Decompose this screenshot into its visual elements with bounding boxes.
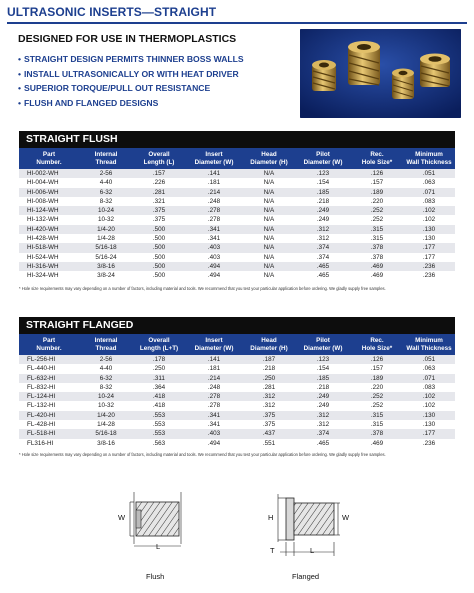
table-cell: 2-56 bbox=[79, 355, 133, 364]
table-row bbox=[19, 206, 455, 215]
table-row bbox=[19, 364, 455, 373]
table-cell: HI-518-WH bbox=[19, 243, 79, 252]
table-cell: .154 bbox=[295, 178, 351, 187]
table-cell: .252 bbox=[351, 215, 403, 224]
brass-inserts-image bbox=[300, 29, 461, 118]
column-header: Pilot Diameter (W) bbox=[295, 148, 351, 169]
column-header: Internal Thread bbox=[79, 334, 133, 355]
column-header: Minimum Wall Thickness bbox=[403, 334, 455, 355]
flanged-caption: Flanged bbox=[292, 572, 320, 581]
table-row bbox=[19, 411, 455, 420]
table-cell: .218 bbox=[295, 197, 351, 206]
flush-spec-table bbox=[19, 148, 455, 281]
table-cell: .154 bbox=[295, 364, 351, 373]
table-cell: 5/16-24 bbox=[79, 253, 133, 262]
table-cell: .374 bbox=[295, 253, 351, 262]
table-row bbox=[19, 383, 455, 392]
table-cell: .177 bbox=[403, 429, 455, 438]
table-cell: .418 bbox=[133, 401, 185, 410]
feature-item: • STRAIGHT DESIGN PERMITS THINNER BOSS WALLS bbox=[18, 54, 244, 64]
flush-footnote: * Hole size requirements may vary depending on a number of factors, including material and tools. We recommend that you test your particular application before ordering. We gladly supply free samples. bbox=[19, 286, 386, 291]
table-cell: .312 bbox=[243, 401, 295, 410]
table-cell: 8-32 bbox=[79, 383, 133, 392]
table-cell: .063 bbox=[403, 364, 455, 373]
table-cell: .102 bbox=[403, 206, 455, 215]
table-cell: HI-006-WH bbox=[19, 188, 79, 197]
table-row bbox=[19, 401, 455, 410]
table-cell: N/A bbox=[243, 197, 295, 206]
table-cell: .500 bbox=[133, 243, 185, 252]
table-cell: .278 bbox=[185, 392, 243, 401]
table-cell: .500 bbox=[133, 253, 185, 262]
table-cell: .181 bbox=[185, 364, 243, 373]
table-cell: .218 bbox=[243, 364, 295, 373]
table-cell: 6-32 bbox=[79, 374, 133, 383]
bullet-icon: • bbox=[18, 83, 22, 94]
column-header: Internal Thread bbox=[79, 148, 133, 169]
table-header-row bbox=[19, 148, 455, 169]
flanged-dim-h: H bbox=[268, 513, 274, 522]
column-header: Part Number. bbox=[19, 148, 79, 169]
table-cell: .553 bbox=[133, 420, 185, 429]
column-header: Part Number. bbox=[19, 334, 79, 355]
table-cell: FL-124-HI bbox=[19, 392, 79, 401]
table-cell: .494 bbox=[185, 439, 243, 448]
table-cell: .418 bbox=[133, 392, 185, 401]
table-cell: .157 bbox=[133, 169, 185, 178]
column-header: Rec. Hole Size* bbox=[351, 148, 403, 169]
table-cell: .465 bbox=[295, 271, 351, 280]
table-cell: N/A bbox=[243, 206, 295, 215]
table-cell: FL-256-HI bbox=[19, 355, 79, 364]
table-cell: 5/16-18 bbox=[79, 429, 133, 438]
table-cell: .189 bbox=[351, 374, 403, 383]
table-cell: .403 bbox=[185, 253, 243, 262]
table-cell: 10-32 bbox=[79, 401, 133, 410]
table-cell: .312 bbox=[295, 225, 351, 234]
table-row bbox=[19, 234, 455, 243]
table-row bbox=[19, 420, 455, 429]
bullet-icon: • bbox=[18, 68, 22, 79]
table-header-row bbox=[19, 334, 455, 355]
table-cell: .312 bbox=[295, 420, 351, 429]
table-cell: N/A bbox=[243, 225, 295, 234]
table-row bbox=[19, 243, 455, 252]
table-cell: 5/16-18 bbox=[79, 243, 133, 252]
table-cell: FL-420-HI bbox=[19, 411, 79, 420]
table-cell: 3/8-24 bbox=[79, 271, 133, 280]
table-cell: FL-440-HI bbox=[19, 364, 79, 373]
table-cell: .123 bbox=[295, 169, 351, 178]
table-cell: .469 bbox=[351, 262, 403, 271]
table-cell: .102 bbox=[403, 392, 455, 401]
table-cell: .278 bbox=[185, 401, 243, 410]
table-cell: .500 bbox=[133, 234, 185, 243]
table-cell: .249 bbox=[295, 401, 351, 410]
table-cell: .341 bbox=[185, 411, 243, 420]
table-cell: .341 bbox=[185, 420, 243, 429]
column-header: Head Diameter (H) bbox=[243, 148, 295, 169]
table-cell: FL-428-HI bbox=[19, 420, 79, 429]
table-cell: .130 bbox=[403, 411, 455, 420]
feature-item: • FLUSH AND FLANGED DESIGNS bbox=[18, 97, 159, 108]
column-header: Minimum Wall Thickness bbox=[403, 148, 455, 169]
table-cell: HI-524-WH bbox=[19, 253, 79, 262]
table-cell: N/A bbox=[243, 215, 295, 224]
flanged-insert-diagram bbox=[262, 490, 352, 564]
table-cell: .469 bbox=[351, 271, 403, 280]
table-cell: HI-324-WH bbox=[19, 271, 79, 280]
table-cell: .102 bbox=[403, 401, 455, 410]
table-cell: .071 bbox=[403, 374, 455, 383]
table-cell: .364 bbox=[133, 383, 185, 392]
table-cell: N/A bbox=[243, 169, 295, 178]
column-header: Insert Diameter (W) bbox=[185, 334, 243, 355]
table-cell: .250 bbox=[243, 374, 295, 383]
flush-dim-w: W bbox=[118, 513, 126, 522]
table-cell: 6-32 bbox=[79, 188, 133, 197]
page-title: ULTRASONIC INSERTS—STRAIGHT bbox=[7, 5, 217, 19]
flush-dim-l: L bbox=[156, 542, 161, 551]
table-cell: 1/4-20 bbox=[79, 411, 133, 420]
table-cell: .220 bbox=[351, 383, 403, 392]
table-cell: .553 bbox=[133, 429, 185, 438]
table-cell: .130 bbox=[403, 234, 455, 243]
table-cell: .378 bbox=[351, 243, 403, 252]
table-cell: N/A bbox=[243, 178, 295, 187]
table-cell: .130 bbox=[403, 420, 455, 429]
table-row bbox=[19, 188, 455, 197]
table-cell: .177 bbox=[403, 243, 455, 252]
table-cell: .063 bbox=[403, 178, 455, 187]
table-cell: 3/8-16 bbox=[79, 439, 133, 448]
table-cell: .187 bbox=[243, 355, 295, 364]
table-cell: .130 bbox=[403, 225, 455, 234]
table-cell: .494 bbox=[185, 271, 243, 280]
table-cell: .083 bbox=[403, 197, 455, 206]
table-row bbox=[19, 355, 455, 364]
table-cell: .252 bbox=[351, 392, 403, 401]
table-cell: FL-518-HI bbox=[19, 429, 79, 438]
table-cell: HI-316-WH bbox=[19, 262, 79, 271]
table-cell: .465 bbox=[295, 439, 351, 448]
table-cell: .278 bbox=[185, 206, 243, 215]
table-cell: 1/4-20 bbox=[79, 225, 133, 234]
flush-caption: Flush bbox=[146, 572, 165, 581]
table-cell: .281 bbox=[243, 383, 295, 392]
table-cell: .315 bbox=[351, 420, 403, 429]
table-cell: .321 bbox=[133, 197, 185, 206]
table-cell: .553 bbox=[133, 411, 185, 420]
table-cell: .252 bbox=[351, 206, 403, 215]
table-cell: .315 bbox=[351, 411, 403, 420]
table-cell: .278 bbox=[185, 215, 243, 224]
table-cell: FL-632-HI bbox=[19, 374, 79, 383]
table-cell: .403 bbox=[185, 243, 243, 252]
table-row bbox=[19, 374, 455, 383]
table-cell: HI-004-WH bbox=[19, 178, 79, 187]
bullet-icon: • bbox=[18, 97, 22, 108]
table-row bbox=[19, 253, 455, 262]
table-cell: .181 bbox=[185, 178, 243, 187]
table-cell: .378 bbox=[351, 429, 403, 438]
column-header: Overall Length (L) bbox=[133, 148, 185, 169]
table-cell: .469 bbox=[351, 439, 403, 448]
bullet-icon: • bbox=[18, 54, 22, 64]
table-cell: .051 bbox=[403, 355, 455, 364]
table-cell: .252 bbox=[351, 401, 403, 410]
table-cell: 10-24 bbox=[79, 206, 133, 215]
table-cell: .189 bbox=[351, 188, 403, 197]
table-cell: .214 bbox=[185, 374, 243, 383]
table-cell: .220 bbox=[351, 197, 403, 206]
table-cell: .500 bbox=[133, 271, 185, 280]
table-cell: N/A bbox=[243, 262, 295, 271]
table-cell: .315 bbox=[351, 234, 403, 243]
table-cell: .249 bbox=[295, 392, 351, 401]
table-row bbox=[19, 197, 455, 206]
table-cell: 1/4-28 bbox=[79, 420, 133, 429]
column-header: Rec. Hole Size* bbox=[351, 334, 403, 355]
flanged-spec-table bbox=[19, 334, 455, 448]
table-cell: HI-132-WH bbox=[19, 215, 79, 224]
table-row bbox=[19, 262, 455, 271]
table-cell: 2-56 bbox=[79, 169, 133, 178]
table-cell: N/A bbox=[243, 188, 295, 197]
table-cell: .236 bbox=[403, 262, 455, 271]
table-cell: HI-428-WH bbox=[19, 234, 79, 243]
table-cell: .214 bbox=[185, 188, 243, 197]
table-cell: FL316-HI bbox=[19, 439, 79, 448]
table-cell: 4-40 bbox=[79, 364, 133, 373]
table-cell: .374 bbox=[295, 243, 351, 252]
table-row bbox=[19, 215, 455, 224]
table-cell: 3/8-16 bbox=[79, 262, 133, 271]
table-row bbox=[19, 271, 455, 280]
product-photo bbox=[300, 29, 461, 118]
table-cell: .312 bbox=[295, 411, 351, 420]
table-cell: 10-24 bbox=[79, 392, 133, 401]
table-cell: .341 bbox=[185, 234, 243, 243]
table-cell: .500 bbox=[133, 225, 185, 234]
table-cell: .375 bbox=[133, 215, 185, 224]
table-cell: N/A bbox=[243, 271, 295, 280]
table-cell: FL-132-HI bbox=[19, 401, 79, 410]
table-row bbox=[19, 392, 455, 401]
column-header: Overall Length (L+T) bbox=[133, 334, 185, 355]
table-cell: .312 bbox=[295, 234, 351, 243]
feature-item: • INSTALL ULTRASONICALLY OR WITH HEAT DRIVER bbox=[18, 68, 239, 79]
column-header: Pilot Diameter (W) bbox=[295, 334, 351, 355]
table-cell: N/A bbox=[243, 234, 295, 243]
table-cell: .071 bbox=[403, 188, 455, 197]
table-cell: .375 bbox=[243, 411, 295, 420]
table-cell: 8-32 bbox=[79, 197, 133, 206]
table-cell: .250 bbox=[133, 364, 185, 373]
table-cell: .178 bbox=[133, 355, 185, 364]
table-cell: N/A bbox=[243, 243, 295, 252]
table-row bbox=[19, 429, 455, 438]
table-cell: HI-420-WH bbox=[19, 225, 79, 234]
table-cell: .051 bbox=[403, 169, 455, 178]
table-cell: .494 bbox=[185, 262, 243, 271]
table-cell: .378 bbox=[351, 253, 403, 262]
table-cell: .185 bbox=[295, 188, 351, 197]
table-cell: FL-832-HI bbox=[19, 383, 79, 392]
table-row bbox=[19, 439, 455, 448]
table-cell: .437 bbox=[243, 429, 295, 438]
table-cell: .126 bbox=[351, 355, 403, 364]
table-cell: .083 bbox=[403, 383, 455, 392]
table-cell: .312 bbox=[243, 392, 295, 401]
table-cell: HI-124-WH bbox=[19, 206, 79, 215]
table-row bbox=[19, 225, 455, 234]
feature-list bbox=[18, 52, 244, 110]
table-cell: .403 bbox=[185, 429, 243, 438]
flanged-dim-l: L bbox=[310, 546, 315, 555]
table-cell: HI-008-WH bbox=[19, 197, 79, 206]
table-cell: .157 bbox=[351, 178, 403, 187]
flush-insert-diagram bbox=[118, 492, 198, 562]
table-cell: 1/4-28 bbox=[79, 234, 133, 243]
table-cell: HI-002-WH bbox=[19, 169, 79, 178]
table-cell: .551 bbox=[243, 439, 295, 448]
table-cell: .226 bbox=[133, 178, 185, 187]
table-cell: .102 bbox=[403, 215, 455, 224]
feature-item: • SUPERIOR TORQUE/PULL OUT RESISTANCE bbox=[18, 83, 211, 94]
table-cell: .375 bbox=[243, 420, 295, 429]
table-cell: .249 bbox=[295, 215, 351, 224]
table-cell: .563 bbox=[133, 439, 185, 448]
table-row bbox=[19, 169, 455, 178]
table-cell: .315 bbox=[351, 225, 403, 234]
table-cell: .123 bbox=[295, 355, 351, 364]
table-cell: .177 bbox=[403, 253, 455, 262]
flanged-footnote: * Hole size requirements may vary depending on a number of factors, including material and tools. We recommend that you test your particular application before ordering. We gladly supply free samples. bbox=[19, 452, 386, 457]
table-cell: .185 bbox=[295, 374, 351, 383]
table-cell: .248 bbox=[185, 197, 243, 206]
table-cell: .141 bbox=[185, 355, 243, 364]
table-cell: .281 bbox=[133, 188, 185, 197]
table-cell: 10-32 bbox=[79, 215, 133, 224]
table-cell: .375 bbox=[133, 206, 185, 215]
table-row bbox=[19, 178, 455, 187]
flanged-dim-w: W bbox=[342, 513, 350, 522]
flanged-section-title: STRAIGHT FLANGED bbox=[19, 317, 455, 334]
column-header: Head Diameter (H) bbox=[243, 334, 295, 355]
table-cell: .236 bbox=[403, 271, 455, 280]
table-cell: .500 bbox=[133, 262, 185, 271]
table-cell: .157 bbox=[351, 364, 403, 373]
table-cell: .465 bbox=[295, 262, 351, 271]
table-cell: .126 bbox=[351, 169, 403, 178]
flush-section-title: STRAIGHT FLUSH bbox=[19, 131, 455, 148]
title-divider bbox=[7, 22, 467, 24]
table-cell: 4-40 bbox=[79, 178, 133, 187]
table-cell: .141 bbox=[185, 169, 243, 178]
column-header: Insert Diameter (W) bbox=[185, 148, 243, 169]
intro-headline: DESIGNED FOR USE IN THERMOPLASTICS bbox=[18, 33, 237, 45]
table-cell: .249 bbox=[295, 206, 351, 215]
flanged-dim-t: T bbox=[270, 546, 275, 555]
table-cell: .311 bbox=[133, 374, 185, 383]
table-cell: .236 bbox=[403, 439, 455, 448]
table-cell: N/A bbox=[243, 253, 295, 262]
table-cell: .248 bbox=[185, 383, 243, 392]
table-cell: .341 bbox=[185, 225, 243, 234]
table-cell: .374 bbox=[295, 429, 351, 438]
table-cell: .218 bbox=[295, 383, 351, 392]
